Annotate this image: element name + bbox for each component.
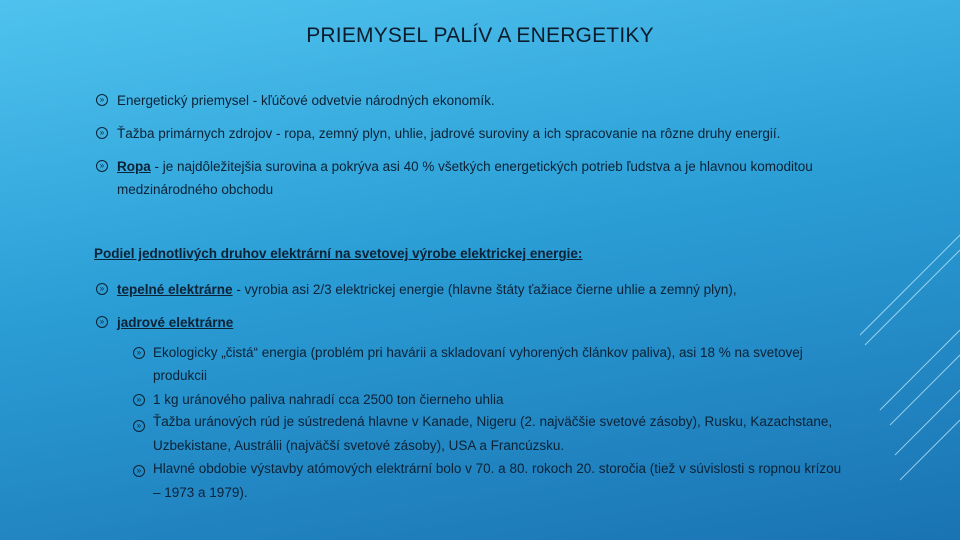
sub-bullet-clean-energy: Ekologicky „čistá“ energia (problém pri havárii a skladovaní vyhorených článkov paliva), asi 18 % na svetovej — [153, 345, 803, 360]
chevron-circle-icon: » — [96, 127, 108, 139]
bullet-energy-industry: Energetický priemysel - kľúčové odvetvie národných ekonomík. — [117, 93, 495, 108]
term-nuclear: jadrové elektrárne — [117, 315, 234, 330]
chevron-circle-icon: » — [96, 316, 108, 328]
chevron-circle-icon: » — [96, 283, 108, 295]
term-oil: Ropa — [117, 159, 151, 174]
sub-bullet-construction-period: Hlavné obdobie výstavby atómových elektrární bolo v 70. a 80. rokoch 20. storočia (tiež v súvislosti s ropnou krízou — [153, 461, 842, 476]
chevron-circle-icon: » — [96, 94, 108, 106]
bullet-oil-continued: medzinárodného obchodu — [117, 182, 274, 197]
chevron-circle-icon: » — [133, 394, 145, 406]
chevron-circle-icon: » — [133, 465, 145, 477]
chevron-circle-icon: » — [133, 347, 145, 359]
sub-bullet-uranium-fuel: 1 kg uránového paliva nahradí cca 2500 ton čierneho uhlia — [153, 392, 504, 407]
decorative-lines — [860, 220, 960, 540]
section-heading: Podiel jednotlivých druhov elektrární na svetovej výrobe elektrickej energie: — [94, 246, 583, 261]
bullet-oil: Ropa - je najdôležitejšia surovina a pokrýva asi 40 % všetkých energetických potrieb ľudstva a je hlavnou komoditou — [117, 159, 813, 174]
chevron-circle-icon: » — [133, 420, 145, 432]
sub-bullet-uranium-mining-cont: Uzbekistane, Austrálii (najväčší svetové zásoby), USA a Francúzsku. — [153, 438, 565, 453]
sub-bullet-construction-period-cont: – 1973 a 1979). — [153, 485, 248, 500]
bullet-nuclear-plants — [117, 311, 233, 334]
chevron-circle-icon: » — [96, 160, 108, 172]
bullet-mining: Ťažba primárnych zdrojov - ropa, zemný plyn, uhlie, jadrové suroviny a ich spracovanie na rôzne druhy energií. — [117, 126, 781, 141]
page-title: PRIEMYSEL PALÍV A ENERGETIKY — [306, 24, 654, 47]
term-thermal: tepelné elektrárne — [117, 282, 233, 297]
sub-bullet-uranium-mining: Ťažba uránových rúd je sústredená hlavne v Kanade, Nigeru (2. najväčšie svetové zásoby), Rusku, Kazachstane, — [153, 414, 833, 429]
sub-bullet-clean-energy-cont: produkcii — [153, 368, 208, 383]
bullet-thermal-plants: tepelné elektrárne - vyrobia asi 2/3 elektrickej energie (hlavne štáty ťažiace čierne uhlie a zemný plyn), — [117, 282, 737, 297]
